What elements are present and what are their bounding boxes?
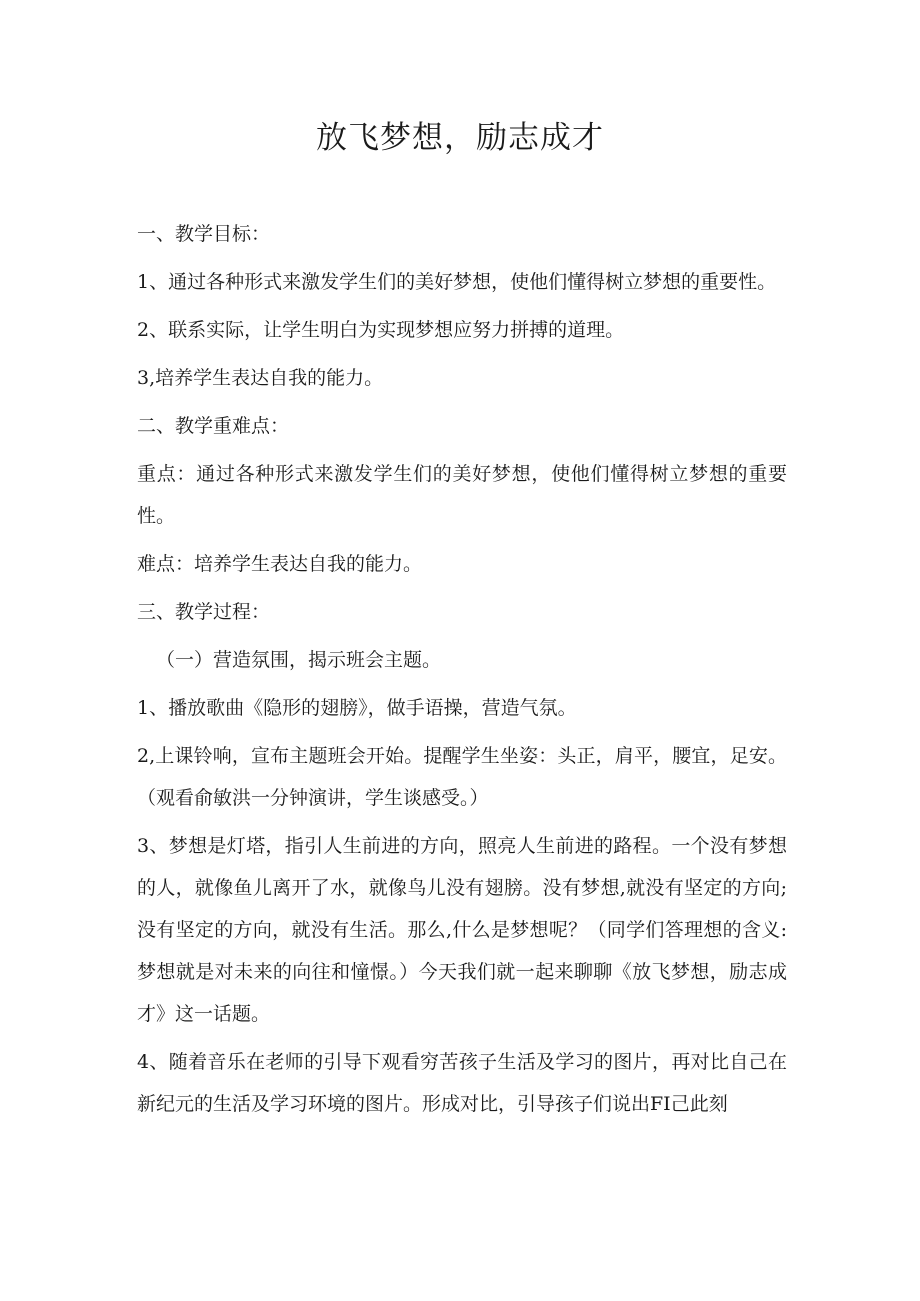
paragraph: 重点：通过各种形式来激发学生们的美好梦想，使他们懂得树立梦想的重要性。	[137, 463, 787, 527]
paragraph: 4、随着音乐在老师的引导下观看穷苦孩子生活及学习的图片，再对比自己在新纪元的生活及学习环境的图片。形成对比，引导孩子们说出FI己此刻	[137, 1051, 787, 1115]
paragraph: 1、播放歌曲《隐形的翅膀》，做手语操，营造气氛。	[137, 697, 577, 719]
section-heading-key-points: 二、教学重难点：	[137, 415, 290, 437]
section-heading-objectives: 一、教学目标：	[137, 223, 271, 245]
paragraph: 3、梦想是灯塔，指引人生前进的方向，照亮人生前进的路程。一个没有梦想的人，就像鱼儿离开了水，就像鸟儿没有翅膀。没有梦想,就没有坚定的方向;没有坚定的方向，就没有生活。那么,什么是梦想呢？（同学们答理想的含义:梦想就是对未来的向往和憧憬。）今天我们就一起来聊聊《放飞梦想，励志成才》这一话题。	[137, 835, 787, 1025]
paragraph: 2,上课铃响，宣布主题班会开始。提醒学生坐姿：头正，肩平，腰宜，足安。（观看俞敏洪一分钟演讲，学生谈感受。）	[137, 745, 787, 809]
paragraph: 2、联系实际，让学生明白为实现梦想应努力拼搏的道理。	[137, 319, 625, 341]
section-heading-process: 三、教学过程：	[137, 601, 271, 623]
paragraph: 3,培养学生表达自我的能力。	[137, 367, 384, 389]
subsection-heading: （一）营造氛围，揭示班会主题。	[156, 649, 442, 671]
document-body	[137, 213, 787, 1131]
document-title: 放飞梦想，励志成才	[316, 120, 604, 156]
paragraph: 难点：培养学生表达自我的能力。	[137, 553, 423, 575]
paragraph: 1、通过各种形式来激发学生们的美好梦想，使他们懂得树立梦想的重要性。	[137, 271, 777, 293]
